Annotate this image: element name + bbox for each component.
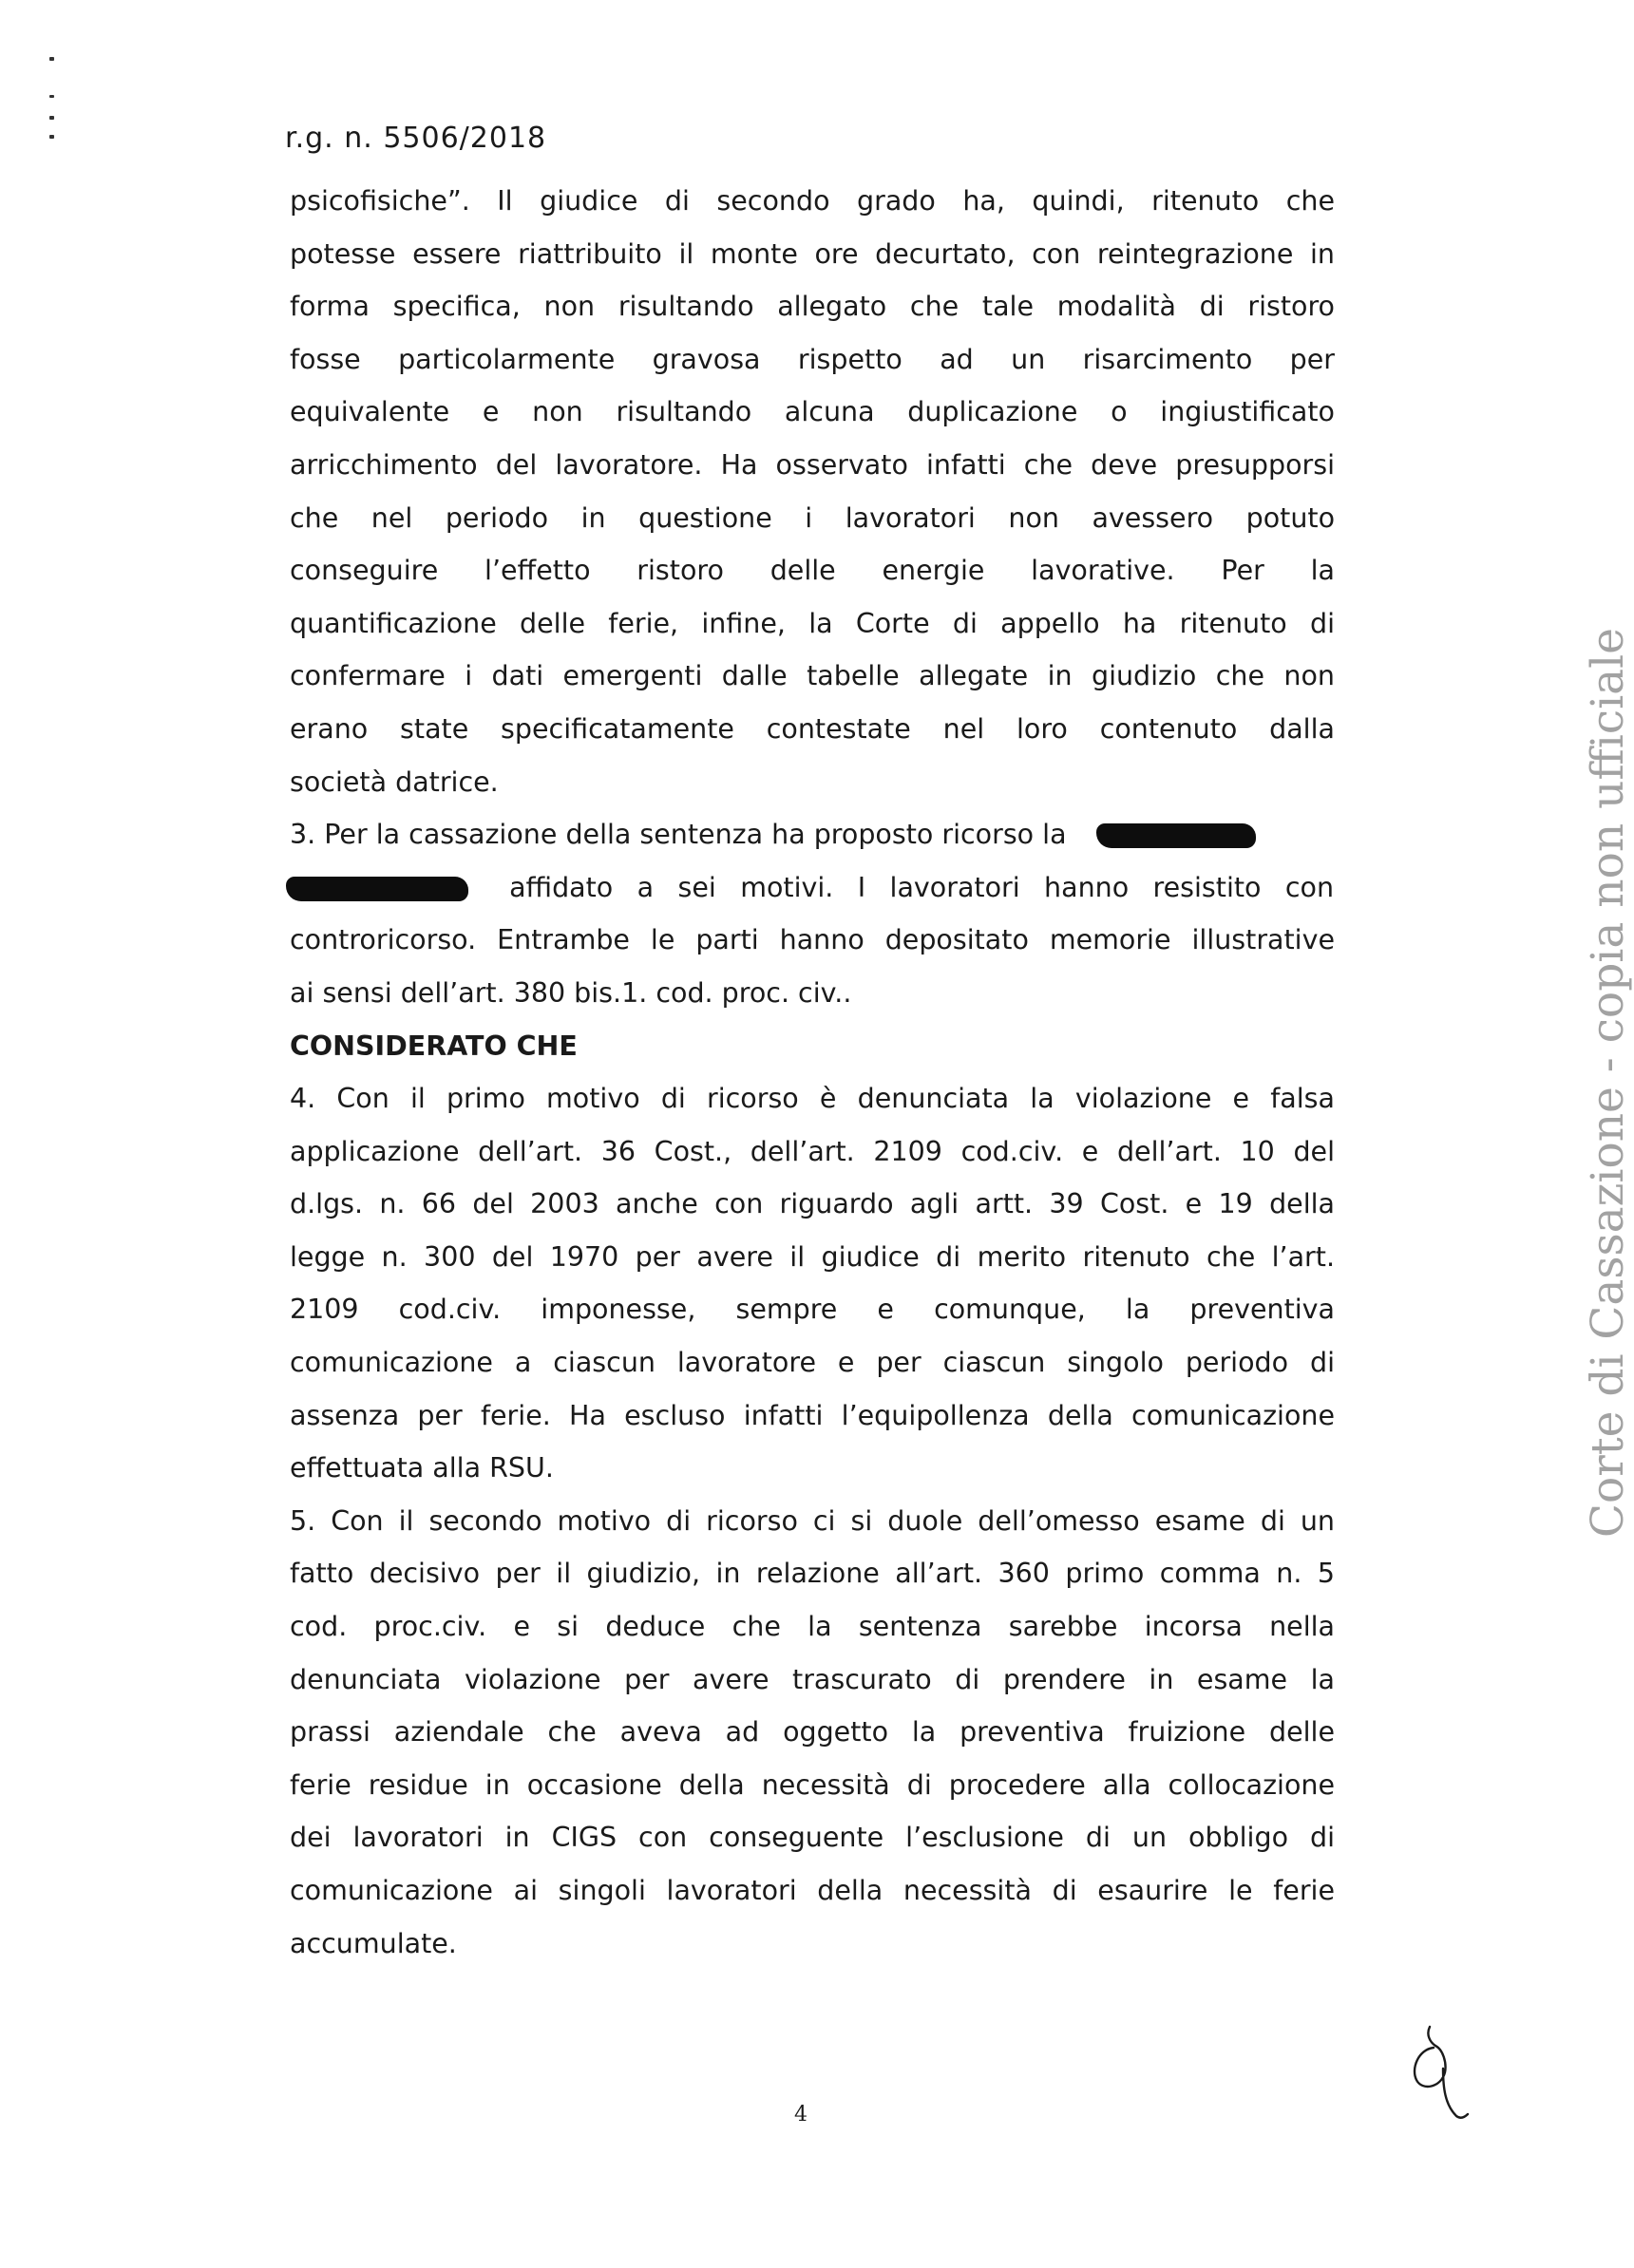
margin-scan-marks — [49, 57, 61, 152]
text-line: 5. Con il secondo motivo di ricorso ci si duole dell’omesso esame di un — [290, 1504, 1335, 1537]
text-line: erano state specificatamente contestate nel loro contenuto dalla — [290, 712, 1335, 745]
text-line: arricchimento del lavoratore. Ha osservato infatti che deve presupporsi — [290, 448, 1335, 481]
text-line: potesse essere riattribuito il monte ore decurtato, con reintegrazione in — [290, 237, 1335, 270]
document-body — [290, 175, 1335, 1970]
text-line: ai sensi dell’art. 380 bis.1. cod. proc. civ.. — [290, 976, 852, 1009]
text-line: effettuata alla RSU. — [290, 1452, 554, 1484]
text-line: fatto decisivo per il giudizio, in relazione all’art. 360 primo comma n. 5 — [290, 1558, 1335, 1590]
section-heading: CONSIDERATO CHE — [290, 1030, 578, 1062]
text-line-segment: affidato a sei motivi. I lavoratori hanno resistito con — [509, 871, 1335, 903]
text-line: d.lgs. n. 66 del 2003 anche con riguardo agli artt. 39 Cost. e 19 della — [290, 1188, 1335, 1220]
text-line: conseguire l’effetto ristoro delle energie lavorative. Per la — [290, 555, 1335, 587]
text-line: denunciata violazione per avere trascurato di prendere in esame la — [290, 1663, 1335, 1695]
text-line: legge n. 300 del 1970 per avere il giudice di merito ritenuto che l’art. — [290, 1240, 1335, 1273]
text-line: ferie residue in occasione della necessità di procedere alla collocazione — [290, 1768, 1335, 1801]
text-line: prassi aziendale che aveva ad oggetto la preventiva fruizione delle — [290, 1716, 1335, 1748]
text-line: comunicazione a ciascun lavoratore e per ciascun singolo periodo di — [290, 1347, 1335, 1379]
text-line: 4. Con il primo motivo di ricorso è denunciata la violazione e falsa — [290, 1083, 1335, 1115]
text-line: applicazione dell’art. 36 Cost., dell’art. 2109 cod.civ. e dell’art. 10 del — [290, 1135, 1335, 1167]
case-number: r.g. n. 5506/2018 — [285, 122, 547, 155]
text-line: 2109 cod.civ. imponesse, sempre e comunque, la preventiva — [290, 1294, 1335, 1326]
page-number: 4 — [794, 2103, 808, 2126]
text-line: psicofisiche”. Il giudice di secondo grado ha, quindi, ritenuto che — [290, 185, 1335, 217]
signature-initial — [1401, 2021, 1477, 2121]
text-line: cod. proc.civ. e si deduce che la sentenza sarebbe incorsa nella — [290, 1611, 1335, 1643]
text-line: fosse particolarmente gravosa rispetto ad un risarcimento per — [290, 343, 1335, 375]
text-line: quantificazione delle ferie, infine, la Corte di appello ha ritenuto di — [290, 607, 1335, 639]
watermark: Corte di Cassazione - copia non ufficiale — [1582, 628, 1634, 1538]
text-line: assenza per ferie. Ha escluso infatti l’equipollenza della comunicazione — [290, 1399, 1335, 1431]
text-line: comunicazione ai singoli lavoratori della necessità di esaurire le ferie — [290, 1875, 1335, 1906]
redaction-bar — [1096, 823, 1256, 848]
text-line: che nel periodo in questione i lavoratori non avessero potuto — [290, 501, 1335, 534]
text-line-with-redaction — [290, 861, 1335, 915]
text-line: forma specifica, non risultando allegato che tale modalità di ristoro — [290, 291, 1335, 323]
text-line: confermare i dati emergenti dalle tabelle allegate in giudizio che non — [290, 660, 1335, 692]
redaction-bar — [286, 877, 468, 901]
text-line: equivalente e non risultando alcuna duplicazione o ingiustificato — [290, 396, 1335, 428]
text-line: controricorso. Entrambe le parti hanno depositato memorie illustrative — [290, 924, 1335, 956]
text-line: accumulate. — [290, 1927, 457, 1959]
text-line-segment: 3. Per la cassazione della sentenza ha proposto ricorso la — [290, 819, 1067, 851]
text-line: società datrice. — [290, 765, 499, 798]
text-line: dei lavoratori in CIGS con conseguente l’esclusione di un obbligo di — [290, 1822, 1335, 1854]
text-line-with-redaction — [290, 808, 1335, 861]
